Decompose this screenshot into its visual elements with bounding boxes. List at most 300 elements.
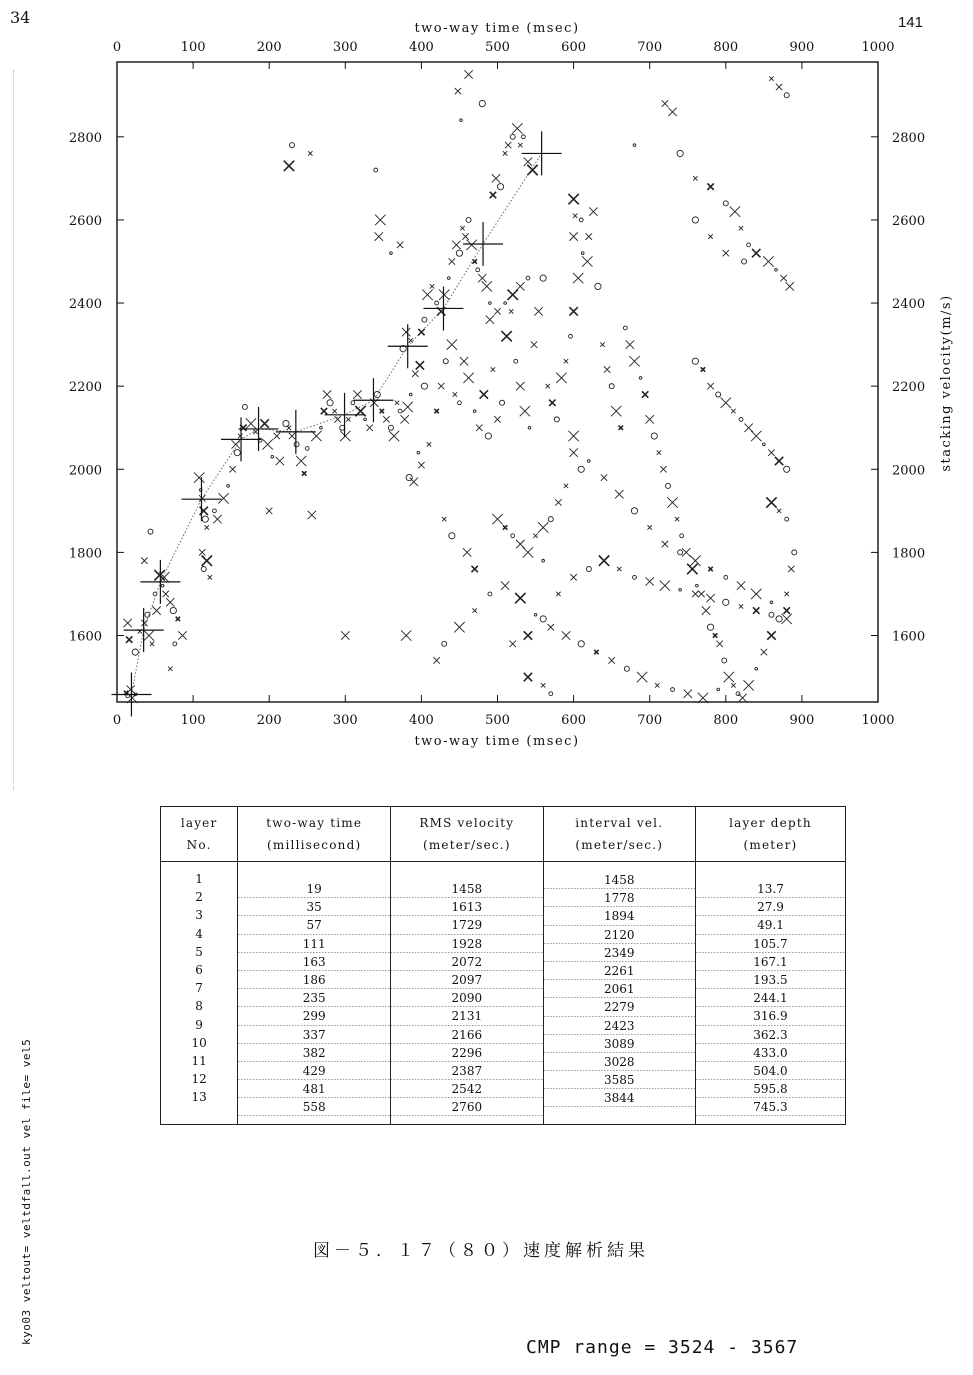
cell-value: 1 xyxy=(195,872,203,886)
circle-marker xyxy=(388,425,393,430)
cell-value: 481 xyxy=(297,1082,332,1096)
circle-marker xyxy=(148,529,153,534)
x-marker xyxy=(534,307,542,315)
x-marker xyxy=(427,442,431,446)
circle-marker xyxy=(775,268,778,271)
circle-marker xyxy=(763,443,766,446)
circle-marker xyxy=(677,150,683,156)
circle-marker xyxy=(707,624,713,630)
x-marker xyxy=(546,384,550,388)
x-marker xyxy=(707,183,713,189)
circle-marker xyxy=(548,517,553,522)
x-tick-label-top: 900 xyxy=(789,40,815,55)
y-tick-label-right: 2800 xyxy=(892,130,926,146)
cell-value: 2097 xyxy=(446,973,489,987)
y-tick-label-right: 2600 xyxy=(892,213,926,229)
x-marker xyxy=(777,509,781,513)
circle-marker xyxy=(201,566,206,571)
table-cell-layer-no xyxy=(161,870,237,888)
x-marker xyxy=(409,338,413,342)
table-cell-rms-velocity xyxy=(391,916,542,934)
table-cell-layer-depth xyxy=(696,953,845,971)
x-marker xyxy=(573,214,577,218)
circle-marker xyxy=(466,217,471,222)
circle-marker xyxy=(680,534,684,538)
table-cell-interval-vel xyxy=(544,907,695,925)
x-tick-label-bottom: 600 xyxy=(561,713,587,728)
table-cell-layer-no xyxy=(161,1070,237,1088)
x-marker xyxy=(533,534,537,538)
x-marker xyxy=(141,558,147,564)
cell-value: 1894 xyxy=(598,909,641,923)
circle-marker xyxy=(671,688,675,692)
table-cell-layer-depth xyxy=(696,1044,845,1062)
cell-value: 558 xyxy=(297,1100,332,1114)
table-cell-layer-depth xyxy=(696,1098,845,1116)
circle-marker xyxy=(665,483,670,488)
circle-marker xyxy=(227,485,230,488)
x-marker xyxy=(708,567,712,571)
circle-marker xyxy=(549,692,553,696)
cell-value: 193.5 xyxy=(747,973,793,987)
x-marker xyxy=(463,548,471,556)
circle-marker xyxy=(722,658,727,663)
x-marker xyxy=(492,174,500,182)
x-marker xyxy=(400,415,408,423)
x-marker xyxy=(713,633,717,637)
x-tick-label-top: 600 xyxy=(561,40,587,55)
x-marker xyxy=(375,215,385,225)
x-marker xyxy=(646,415,654,423)
circle-marker xyxy=(639,377,642,380)
circle-marker xyxy=(792,550,797,555)
table-cell-interval-vel xyxy=(544,871,695,889)
column-layer-no xyxy=(161,862,238,1125)
x-marker xyxy=(194,472,204,482)
circle-marker xyxy=(769,612,774,617)
x-marker xyxy=(494,416,500,422)
x-marker xyxy=(486,315,494,323)
x-marker xyxy=(229,466,235,472)
x-marker xyxy=(564,359,568,363)
x-marker xyxy=(721,398,731,408)
circle-marker xyxy=(271,455,274,458)
x-marker xyxy=(707,383,713,389)
circle-marker xyxy=(696,584,699,587)
cell-value: 433.0 xyxy=(747,1046,793,1060)
circle-marker xyxy=(460,119,463,122)
table-cell-layer-depth xyxy=(696,880,845,898)
header-rms-velocity: RMS velocity (meter/sec.) xyxy=(391,807,543,862)
cell-value: 35 xyxy=(301,900,328,914)
x-marker xyxy=(783,607,789,613)
circle-marker xyxy=(716,392,721,397)
x-marker xyxy=(538,522,548,532)
cell-value: 6 xyxy=(195,962,203,977)
table-cell-rms-velocity xyxy=(391,953,542,971)
table-cell-rms-velocity xyxy=(391,880,542,898)
x-tick-label-bottom: 1000 xyxy=(861,713,895,728)
circle-marker xyxy=(723,599,729,605)
table-cell-layer-depth xyxy=(696,971,845,989)
x-marker xyxy=(524,673,532,681)
circle-marker xyxy=(398,409,402,413)
x-marker xyxy=(556,373,566,383)
x-marker xyxy=(422,290,432,300)
x-marker xyxy=(684,689,692,697)
x-axis-ticks xyxy=(113,40,895,728)
x-marker xyxy=(410,478,418,486)
cell-value: 2120 xyxy=(598,928,641,942)
table-cell-interval-vel xyxy=(544,1017,695,1035)
table-cell-interval-vel xyxy=(544,944,695,962)
table-cell-rms-velocity xyxy=(391,1044,542,1062)
x-marker xyxy=(480,390,488,398)
x-marker xyxy=(323,390,331,398)
velocity-results-table xyxy=(160,806,846,1125)
x-marker xyxy=(586,233,592,239)
cell-value: 111 xyxy=(297,937,332,951)
table-cell-layer-no xyxy=(161,906,237,924)
circle-marker xyxy=(784,466,790,472)
x-marker xyxy=(490,192,496,198)
x-marker xyxy=(753,607,759,613)
x-marker xyxy=(646,577,654,585)
circle-marker xyxy=(526,276,530,280)
header-layer-depth: layer depth (meter) xyxy=(695,807,845,862)
circle-marker xyxy=(327,400,333,406)
circle-marker xyxy=(234,450,240,456)
y-axis-title-right: stacking velocity(m/s) xyxy=(939,294,954,472)
x-marker xyxy=(781,614,791,624)
x-tick-label-bottom: 500 xyxy=(485,713,510,728)
x-marker xyxy=(692,591,698,597)
x-marker xyxy=(126,636,132,642)
x-marker xyxy=(516,540,524,548)
x-marker xyxy=(455,88,461,94)
column-rms-velocity xyxy=(391,862,543,1125)
x-marker xyxy=(205,525,209,529)
cell-value: 8 xyxy=(195,999,203,1014)
table-cell-layer-depth xyxy=(696,898,845,916)
cell-value: 1729 xyxy=(446,918,489,932)
cell-value: 2296 xyxy=(446,1046,489,1060)
table-cell-layer-depth xyxy=(696,989,845,1007)
cell-value: 362.3 xyxy=(747,1028,793,1042)
x-marker xyxy=(548,624,554,630)
pick-cross xyxy=(140,560,180,604)
cell-value: 3028 xyxy=(598,1055,641,1069)
x-marker xyxy=(464,70,472,78)
x-marker xyxy=(642,391,648,397)
table-cell-interval-vel xyxy=(544,926,695,944)
circle-marker xyxy=(747,243,751,247)
x-marker xyxy=(442,517,446,521)
y-tick-label-right: 1800 xyxy=(892,546,926,562)
x-marker xyxy=(418,329,424,335)
x-marker xyxy=(150,642,154,646)
x-marker xyxy=(784,592,788,596)
x-marker xyxy=(706,594,714,602)
circle-marker xyxy=(435,301,439,305)
circle-marker xyxy=(633,144,636,147)
x-marker xyxy=(438,383,444,389)
table-cell-two-way-time xyxy=(238,1098,390,1116)
x-marker xyxy=(600,342,604,346)
table-cell-interval-vel xyxy=(544,889,695,907)
circle-marker xyxy=(212,509,216,513)
table-cell-rms-velocity xyxy=(391,1080,542,1098)
cell-value: 2131 xyxy=(446,1009,489,1023)
x-marker xyxy=(611,406,621,416)
x-marker xyxy=(731,683,735,687)
y-tick-label-left: 2200 xyxy=(68,380,102,396)
x-marker xyxy=(213,515,221,523)
y-tick-label-left: 2600 xyxy=(68,213,102,229)
x-marker xyxy=(434,409,438,413)
x-tick-label-bottom: 900 xyxy=(789,713,815,728)
cell-value: 4 xyxy=(195,926,203,941)
x-marker xyxy=(690,556,700,566)
page-number-left: 34 xyxy=(10,8,31,27)
x-marker xyxy=(569,232,577,240)
x-marker xyxy=(562,631,570,639)
cell-value: 3089 xyxy=(598,1037,641,1051)
x-marker xyxy=(430,284,434,288)
x-marker xyxy=(460,226,464,230)
x-marker xyxy=(478,274,486,282)
circle-marker xyxy=(609,384,614,389)
x-marker xyxy=(751,431,761,441)
circle-marker xyxy=(500,400,505,405)
circle-marker xyxy=(631,508,637,514)
table-cell-rms-velocity xyxy=(391,1062,542,1080)
x-marker xyxy=(769,76,773,80)
x-marker xyxy=(523,547,533,557)
table-cell-layer-no xyxy=(161,943,237,961)
table-cell-rms-velocity xyxy=(391,1026,542,1044)
x-marker xyxy=(662,541,668,547)
x-marker xyxy=(260,419,268,427)
circle-marker xyxy=(692,217,698,223)
x-tick-label-bottom: 300 xyxy=(332,713,358,728)
circle-marker xyxy=(351,401,355,405)
x-marker xyxy=(397,242,403,248)
cell-value: 1458 xyxy=(598,873,641,887)
circle-marker xyxy=(588,460,591,463)
x-marker xyxy=(675,517,679,521)
table-cell-interval-vel xyxy=(544,1053,695,1071)
x-marker xyxy=(296,456,306,466)
circle-marker xyxy=(170,607,176,613)
plot-frame xyxy=(117,62,878,702)
cell-value: 2542 xyxy=(446,1082,489,1096)
circle-marker xyxy=(770,601,773,604)
x-marker xyxy=(589,207,597,215)
circle-marker xyxy=(595,283,601,289)
x-marker xyxy=(698,591,704,597)
cell-value: 167.1 xyxy=(747,955,793,969)
table-cell-rms-velocity xyxy=(391,898,542,916)
x-marker xyxy=(447,339,457,349)
circle-marker xyxy=(651,433,657,439)
y-tick-label-left: 2000 xyxy=(68,463,102,479)
x-marker xyxy=(491,367,495,371)
circle-marker xyxy=(422,317,427,322)
x-marker xyxy=(199,549,205,555)
x-marker xyxy=(604,366,610,372)
x-tick-label-top: 300 xyxy=(332,40,358,55)
x-marker xyxy=(738,694,746,702)
header-layer: layer No. xyxy=(161,807,238,862)
x-marker xyxy=(667,497,677,507)
x-marker xyxy=(418,462,424,468)
x-marker xyxy=(780,275,786,281)
x-marker xyxy=(476,425,482,431)
x-marker xyxy=(768,449,774,455)
x-marker xyxy=(556,592,560,596)
circle-marker xyxy=(542,559,545,562)
table-cell-layer-no xyxy=(161,1052,237,1070)
x-marker xyxy=(276,457,284,465)
circle-marker xyxy=(443,359,448,364)
cell-value: 3585 xyxy=(598,1073,641,1087)
circle-marker xyxy=(510,134,515,139)
cell-value: 2061 xyxy=(598,982,641,996)
x-marker xyxy=(568,194,578,204)
circle-marker xyxy=(624,666,629,671)
x-marker xyxy=(657,450,661,454)
x-marker xyxy=(141,620,147,626)
table-cell-two-way-time xyxy=(238,953,390,971)
x-marker xyxy=(284,161,294,171)
x-marker xyxy=(569,307,577,315)
circle-marker xyxy=(679,588,682,591)
x-marker xyxy=(662,100,668,106)
cell-value: 7 xyxy=(195,981,203,996)
x-marker xyxy=(144,630,154,640)
x-marker xyxy=(601,474,607,480)
circle-marker xyxy=(447,277,450,280)
x-tick-label-bottom: 200 xyxy=(256,713,282,728)
x-marker xyxy=(218,493,228,503)
x-marker xyxy=(503,525,507,529)
circle-marker xyxy=(579,218,583,222)
circle-marker xyxy=(449,533,455,539)
cell-value: 2349 xyxy=(598,946,641,960)
x-marker xyxy=(739,604,743,608)
x-marker xyxy=(501,581,509,589)
circle-marker xyxy=(678,550,683,555)
cell-value: 299 xyxy=(297,1009,332,1023)
table-cell-rms-velocity xyxy=(391,1007,542,1025)
x-marker xyxy=(761,649,767,655)
table-cell-two-way-time xyxy=(238,989,390,1007)
x-marker xyxy=(751,589,761,599)
table-cell-interval-vel xyxy=(544,998,695,1016)
cell-value: 11 xyxy=(191,1053,207,1068)
circle-marker xyxy=(785,517,789,521)
x-marker xyxy=(629,356,639,366)
x-marker xyxy=(731,409,735,413)
circle-marker xyxy=(554,417,559,422)
table-cell-layer-no xyxy=(161,979,237,997)
x-marker xyxy=(549,400,555,406)
circle-marker xyxy=(514,359,518,363)
x-marker xyxy=(723,250,729,256)
cell-value: 2166 xyxy=(446,1028,489,1042)
x-marker xyxy=(454,622,464,632)
x-marker xyxy=(515,593,525,603)
x-marker xyxy=(569,448,577,456)
x-marker xyxy=(555,499,561,505)
x-tick-label-top: 800 xyxy=(713,40,739,55)
x-marker xyxy=(763,256,773,266)
circle-marker xyxy=(633,575,637,579)
circle-marker xyxy=(739,417,743,421)
table-cell-interval-vel xyxy=(544,1089,695,1107)
x-marker xyxy=(573,273,583,283)
x-marker xyxy=(582,256,592,266)
y-tick-label-right: 2200 xyxy=(892,380,926,396)
cell-value: 2387 xyxy=(446,1064,489,1078)
x-marker xyxy=(246,418,256,428)
x-marker xyxy=(570,574,576,580)
x-tick-label-top: 0 xyxy=(112,40,122,55)
x-marker xyxy=(608,657,614,663)
circle-marker xyxy=(485,433,491,439)
x-marker xyxy=(152,606,160,614)
circle-marker xyxy=(442,641,447,646)
x-marker xyxy=(439,290,449,300)
cell-value: 57 xyxy=(301,918,328,932)
cell-value: 3 xyxy=(195,908,203,923)
table-cell-interval-vel xyxy=(544,980,695,998)
x-marker xyxy=(776,84,782,90)
velocity-pick-line xyxy=(131,153,541,694)
cell-value: 1928 xyxy=(446,937,489,951)
table-cell-layer-no xyxy=(161,997,237,1015)
table-cell-interval-vel xyxy=(544,1035,695,1053)
x-marker xyxy=(724,672,734,682)
header-two-way-time: two-way time (millisecond) xyxy=(238,807,391,862)
table-cell-interval-vel xyxy=(544,1071,695,1089)
x-marker xyxy=(178,631,186,639)
y-tick-label-left: 1800 xyxy=(68,546,102,562)
x-marker xyxy=(202,556,212,566)
x-marker xyxy=(375,232,383,240)
cell-value: 5 xyxy=(195,944,203,959)
x-marker xyxy=(503,151,507,155)
x-tick-label-bottom: 800 xyxy=(713,713,739,728)
circle-marker xyxy=(540,616,546,622)
x-marker xyxy=(383,416,389,422)
circle-marker xyxy=(489,302,492,305)
x-marker xyxy=(163,591,169,597)
x-tick-label-bottom: 700 xyxy=(637,713,663,728)
x-marker xyxy=(737,581,745,589)
x-marker xyxy=(460,357,468,365)
circle-marker xyxy=(473,410,476,413)
x-marker xyxy=(687,564,697,574)
side-file-label: kyo03 veltout= veltdfall.out vel file= vel5 xyxy=(20,1038,33,1345)
x-marker xyxy=(341,631,349,639)
x-marker xyxy=(739,226,743,230)
x-marker xyxy=(717,641,723,647)
x-marker xyxy=(232,440,240,448)
x-marker xyxy=(564,484,568,488)
x-marker xyxy=(416,361,424,369)
